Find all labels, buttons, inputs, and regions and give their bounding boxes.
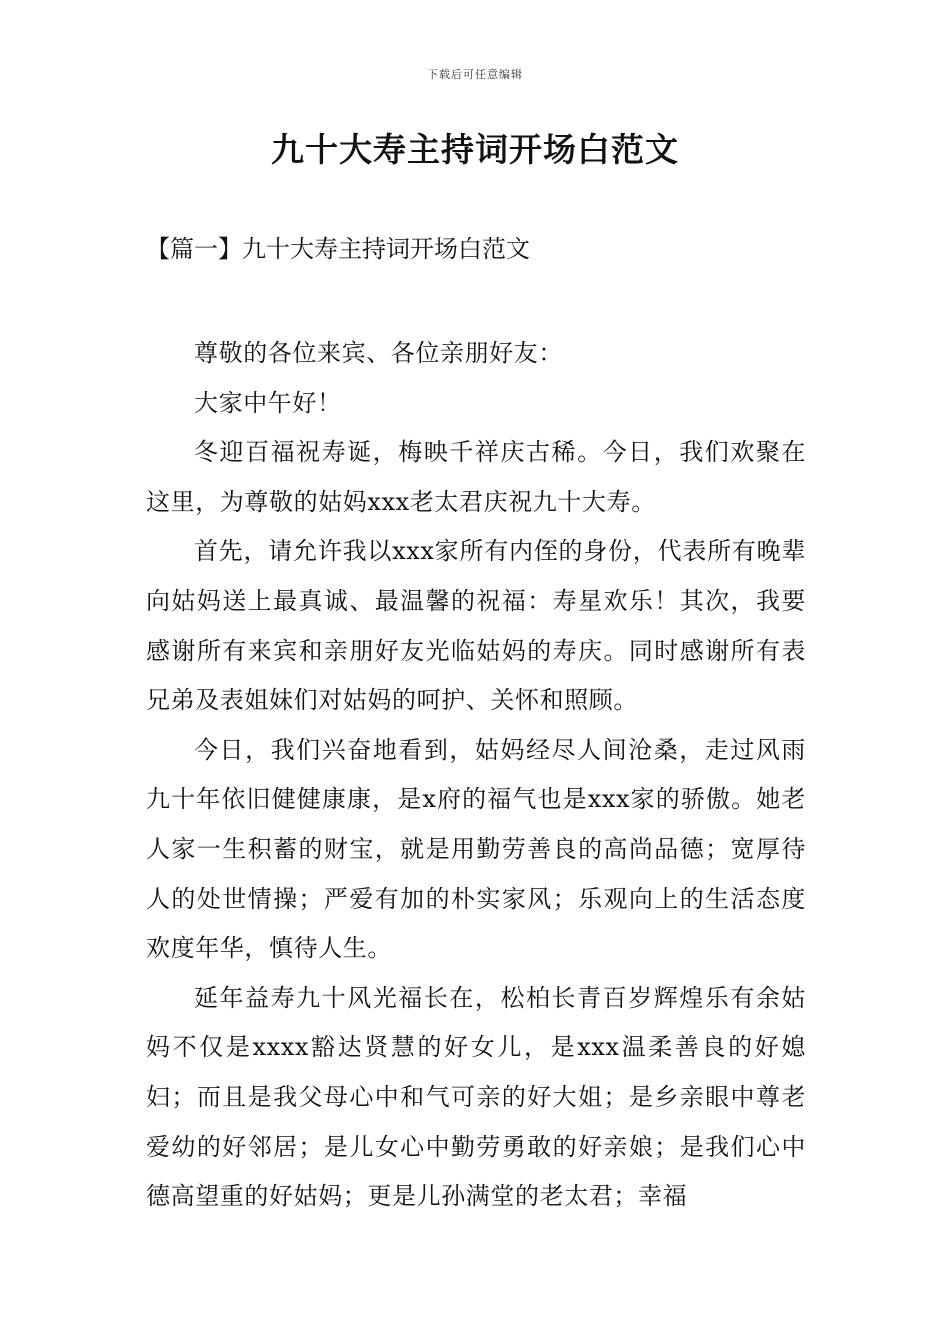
paragraph: 冬迎百福祝寿诞，梅映千祥庆古稀。今日，我们欢聚在这里，为尊敬的姑妈xxx老太君庆祝九十大寿。 (146, 438, 806, 516)
paragraph: 首先，请允许我以xxx家所有内侄的身份，代表所有晚辈向姑妈送上最真诚、最温馨的祝福：寿星欢乐！其次，我要感谢所有来宾和亲朋好友光临姑妈的寿庆。同时感谢所有表兄弟及表姐妹们对姑妈的呵护、关怀和照顾。 (146, 537, 806, 715)
document-title: 九十大寿主持词开场白范文 (271, 130, 679, 169)
paragraph: 今日，我们兴奋地看到，姑妈经尽人间沧桑，走过风雨九十年依旧健健康康，是x府的福气也是xxx家的骄傲。她老人家一生积蓄的财宝，就是用勤劳善良的高尚品德；宽厚待人的处世情操；严爱有加的朴实家风；乐观向上的生活态度欢度年华，慎待人生。 (146, 735, 806, 963)
section-heading: 【篇一】九十大寿主持词开场白范文 (146, 235, 530, 263)
document-body (146, 329, 806, 1222)
paragraph-salutation: 大家中午好！ (194, 388, 342, 417)
header-note: 下载后可任意编辑 (427, 68, 523, 81)
paragraph-greeting: 尊敬的各位来宾、各位亲朋好友： (194, 339, 563, 367)
paragraph: 延年益寿九十风光福长在，松柏长青百岁辉煌乐有余姑妈不仅是xxxx豁达贤慧的好女儿，是xxx温柔善良的好媳妇；而且是我父母心中和气可亲的好大姐；是乡亲眼中尊老爱幼的好邻居；是儿女心中勤劳勇敢的好亲娘；是我们心中德高望重的好姑妈；更是儿孙满堂的老太君；幸福 (146, 983, 806, 1211)
